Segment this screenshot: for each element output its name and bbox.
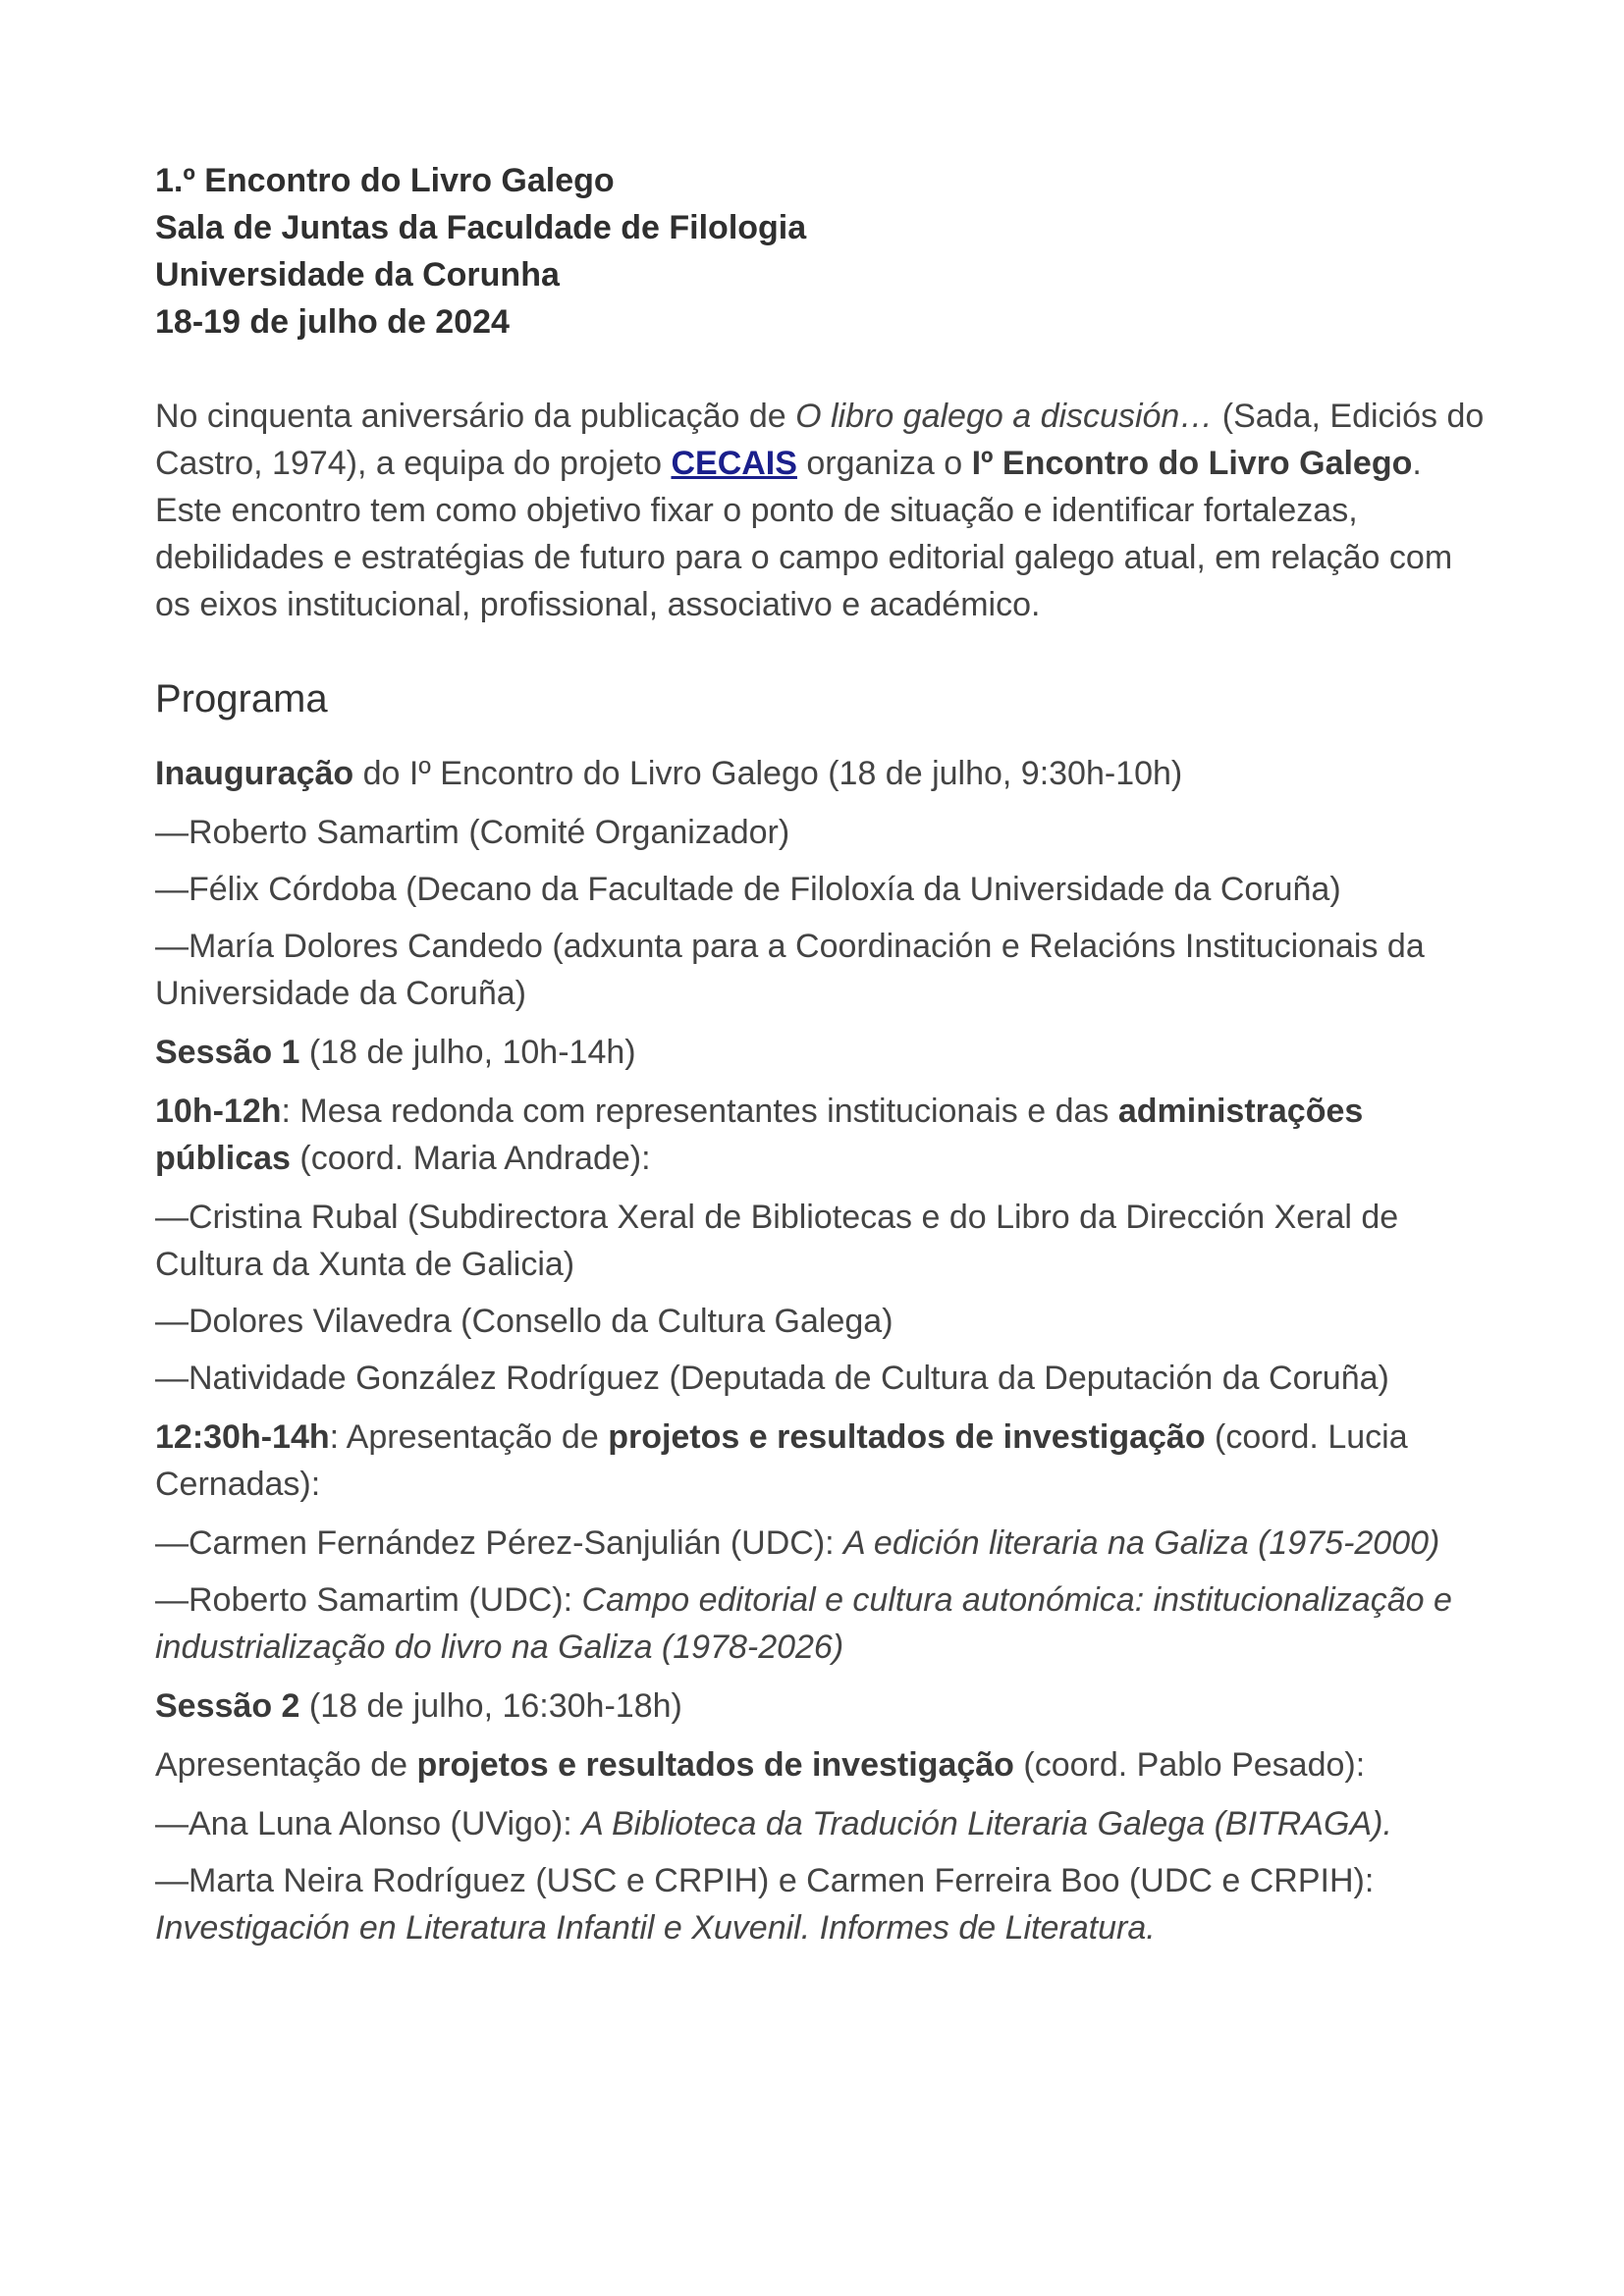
session1-label: Sessão 1 bbox=[155, 1034, 300, 1071]
event-dates: 18-19 de julho de 2024 bbox=[155, 303, 510, 341]
session1-block1 bbox=[155, 1088, 1487, 1182]
presentation-title: Campo editorial e cultura autonómica: institucionalização e industrialização do livro na Galiza (1978-2026) bbox=[155, 1581, 1452, 1666]
speaker-line: —Roberto Samartim (Comité Organizador) bbox=[155, 814, 790, 851]
presenter: —Roberto Samartim (UDC): bbox=[155, 1581, 582, 1619]
presenter: —Marta Neira Rodríguez (USC e CRPIH) e Carmen Ferreira Boo (UDC e CRPIH): bbox=[155, 1862, 1375, 1899]
presenter: —Carmen Fernández Pérez-Sanjulián (UDC): bbox=[155, 1524, 844, 1562]
event-institution: Universidade da Corunha bbox=[155, 256, 560, 294]
presenter: —Ana Luna Alonso (UVigo): bbox=[155, 1805, 582, 1842]
block-text: (coord. Pablo Pesado): bbox=[1013, 1746, 1366, 1784]
presentation-line bbox=[155, 1800, 1487, 1847]
program-heading: Programa bbox=[155, 677, 328, 721]
speaker-line: —Natividade González Rodríguez (Deputada de Cultura da Deputación da Coruña) bbox=[155, 1360, 1389, 1397]
presentation-line bbox=[155, 1576, 1487, 1671]
block-text: : Apresentação de bbox=[329, 1418, 609, 1456]
presentation-line bbox=[155, 1520, 1487, 1567]
block-highlight: administrações públicas bbox=[155, 1093, 1364, 1177]
speaker-line: —Dolores Vilavedra (Consello da Cultura Galega) bbox=[155, 1303, 893, 1340]
block-time: 10h-12h bbox=[155, 1093, 282, 1130]
presentation-line bbox=[155, 1857, 1487, 1951]
block-text: (coord. Lucia Cernadas): bbox=[155, 1418, 1408, 1503]
block-highlight: projetos e resultados de investigação bbox=[416, 1746, 1014, 1784]
presentation-title: Investigación en Literatura Infantil e Xuvenil. Informes de Literatura. bbox=[155, 1909, 1156, 1947]
intro-paragraph bbox=[155, 393, 1487, 628]
session2-intro bbox=[155, 1741, 1487, 1789]
block-highlight: projetos e resultados de investigação bbox=[608, 1418, 1206, 1456]
event-venue: Sala de Juntas da Faculdade de Filologia bbox=[155, 209, 807, 246]
block-text: (coord. Maria Andrade): bbox=[290, 1140, 651, 1177]
block-text: : Mesa redonda com representantes institucionais e das bbox=[281, 1093, 1118, 1130]
presentation-title: A edición literaria na Galiza (1975-2000) bbox=[843, 1524, 1440, 1562]
intro-event-name: Iº Encontro do Livro Galego bbox=[971, 445, 1413, 482]
inauguration-title bbox=[155, 750, 1487, 797]
intro-text: (Sada, Ediciós do Castro, 1974), a equipa do projeto bbox=[155, 398, 1485, 482]
speaker-line: —Cristina Rubal (Subdirectora Xeral de Bibliotecas e do Libro da Dirección Xeral de Cultura da Xunta de Galicia) bbox=[155, 1199, 1399, 1283]
presentation-title: A Biblioteca da Tradución Literaria Galega (BITRAGA). bbox=[581, 1805, 1392, 1842]
inauguration-details: do Iº Encontro do Livro Galego (18 de julho, 9:30h-10h) bbox=[353, 755, 1183, 792]
event-title: 1.º Encontro do Livro Galego bbox=[155, 162, 615, 199]
intro-text: organiza o bbox=[796, 445, 972, 482]
event-header bbox=[155, 157, 1487, 346]
speaker-line: —Félix Córdoba (Decano da Facultade de Filoloxía da Universidade da Coruña) bbox=[155, 871, 1341, 908]
session1-details: (18 de julho, 10h-14h) bbox=[299, 1034, 636, 1071]
intro-text: No cinquenta aniversário da publicação de bbox=[155, 398, 796, 435]
inauguration-label: Inauguração bbox=[155, 755, 354, 792]
block-text: Apresentação de bbox=[155, 1746, 417, 1784]
session2-title bbox=[155, 1682, 1487, 1730]
intro-book-title: O libro galego a discusión… bbox=[795, 398, 1214, 435]
session1-title bbox=[155, 1029, 1487, 1076]
session2-label: Sessão 2 bbox=[155, 1687, 300, 1725]
session1-block2 bbox=[155, 1414, 1487, 1508]
intro-text: . Este encontro tem como objetivo fixar o ponto de situação e identificar fortalezas, debilidades e estratégias de futuro para o campo editorial galego atual, em relação com os eixos institucional, profissional, associativo e académico. bbox=[155, 445, 1453, 623]
speaker-line: —María Dolores Candedo (adxunta para a Coordinación e Relacións Institucionais da Universidade da Coruña) bbox=[155, 928, 1425, 1012]
session2-details: (18 de julho, 16:30h-18h) bbox=[299, 1687, 682, 1725]
cecais-link[interactable]: CECAIS bbox=[671, 445, 797, 482]
block-time: 12:30h-14h bbox=[155, 1418, 330, 1456]
